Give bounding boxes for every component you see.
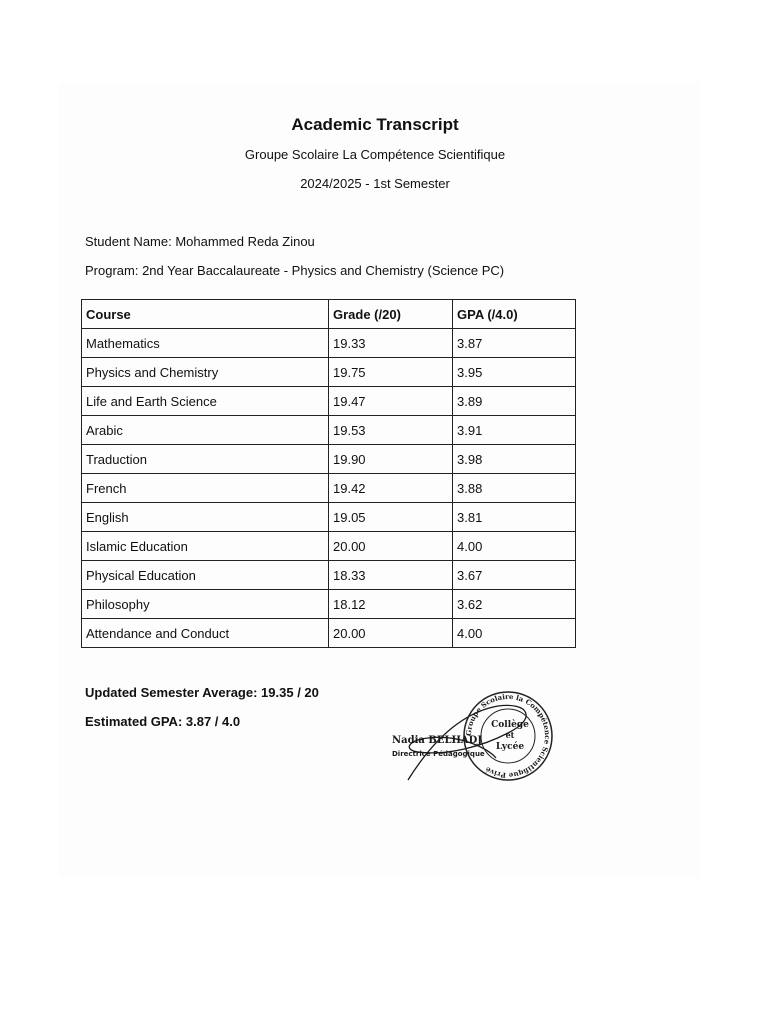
gpa-cell: 3.87 <box>453 329 576 358</box>
stamp-center-2: et <box>505 730 515 740</box>
course-cell: Attendance and Conduct <box>82 619 329 648</box>
estimated-gpa: Estimated GPA: 3.87 / 4.0 <box>85 714 241 729</box>
course-cell: Philosophy <box>82 590 329 619</box>
semester-average: Updated Semester Average: 19.35 / 20 <box>85 685 319 700</box>
header-grade: Grade (/20) <box>329 300 453 329</box>
course-cell: Mathematics <box>82 329 329 358</box>
grade-cell: 19.05 <box>329 503 453 532</box>
gpa-cell: 3.81 <box>453 503 576 532</box>
school-name: Groupe Scolaire La Compétence Scientifique <box>244 147 506 162</box>
course-cell: Life and Earth Science <box>82 387 329 416</box>
course-cell: English <box>82 503 329 532</box>
grade-cell: 19.90 <box>329 445 453 474</box>
gpa-cell: 3.95 <box>453 358 576 387</box>
table-header-row <box>82 300 576 329</box>
page-title: Academic Transcript <box>291 115 459 134</box>
course-cell: Arabic <box>82 416 329 445</box>
table-row <box>82 329 576 358</box>
header-course: Course <box>82 300 329 329</box>
grade-cell: 19.75 <box>329 358 453 387</box>
gpa-cell: 3.91 <box>453 416 576 445</box>
table-row <box>82 358 576 387</box>
table-row <box>82 561 576 590</box>
grade-cell: 19.33 <box>329 329 453 358</box>
table-row <box>82 445 576 474</box>
gpa-cell: 4.00 <box>453 619 576 648</box>
gpa-cell: 3.89 <box>453 387 576 416</box>
grade-cell: 19.47 <box>329 387 453 416</box>
signature-stamp <box>388 688 568 788</box>
gpa-cell: 3.67 <box>453 561 576 590</box>
table-row <box>82 387 576 416</box>
table-row <box>82 590 576 619</box>
gpa-cell: 3.62 <box>453 590 576 619</box>
course-cell: Physics and Chemistry <box>82 358 329 387</box>
grade-cell: 20.00 <box>329 532 453 561</box>
grade-cell: 19.53 <box>329 416 453 445</box>
stamp-ring-text: Groupe Scolaire la Compétence Scientifique Privé <box>463 691 553 781</box>
stamp-center-3: Lycée <box>495 742 525 752</box>
header-gpa: GPA (/4.0) <box>453 300 576 329</box>
gpa-cell: 3.98 <box>453 445 576 474</box>
semester-label: 2024/2025 - 1st Semester <box>300 176 450 191</box>
gpa-cell: 4.00 <box>453 532 576 561</box>
signatory-role: Directrice Pédagogique <box>392 750 485 758</box>
grade-cell: 18.33 <box>329 561 453 590</box>
signatory-name: Nadia BELHADJ <box>392 735 483 746</box>
table-row <box>82 416 576 445</box>
grade-cell: 19.42 <box>329 474 453 503</box>
table-row <box>82 532 576 561</box>
grade-cell: 20.00 <box>329 619 453 648</box>
program-line: Program: 2nd Year Baccalaureate - Physics and Chemistry (Science PC) <box>85 263 505 278</box>
table-row <box>82 474 576 503</box>
course-cell: Physical Education <box>82 561 329 590</box>
course-cell: French <box>82 474 329 503</box>
grade-cell: 18.12 <box>329 590 453 619</box>
gpa-cell: 3.88 <box>453 474 576 503</box>
course-cell: Islamic Education <box>82 532 329 561</box>
course-cell: Traduction <box>82 445 329 474</box>
table-row <box>82 619 576 648</box>
table-row <box>82 503 576 532</box>
grades-table <box>81 299 576 648</box>
student-name: Student Name: Mohammed Reda Zinou <box>85 234 315 249</box>
stamp-center-1: Collège <box>491 720 529 730</box>
